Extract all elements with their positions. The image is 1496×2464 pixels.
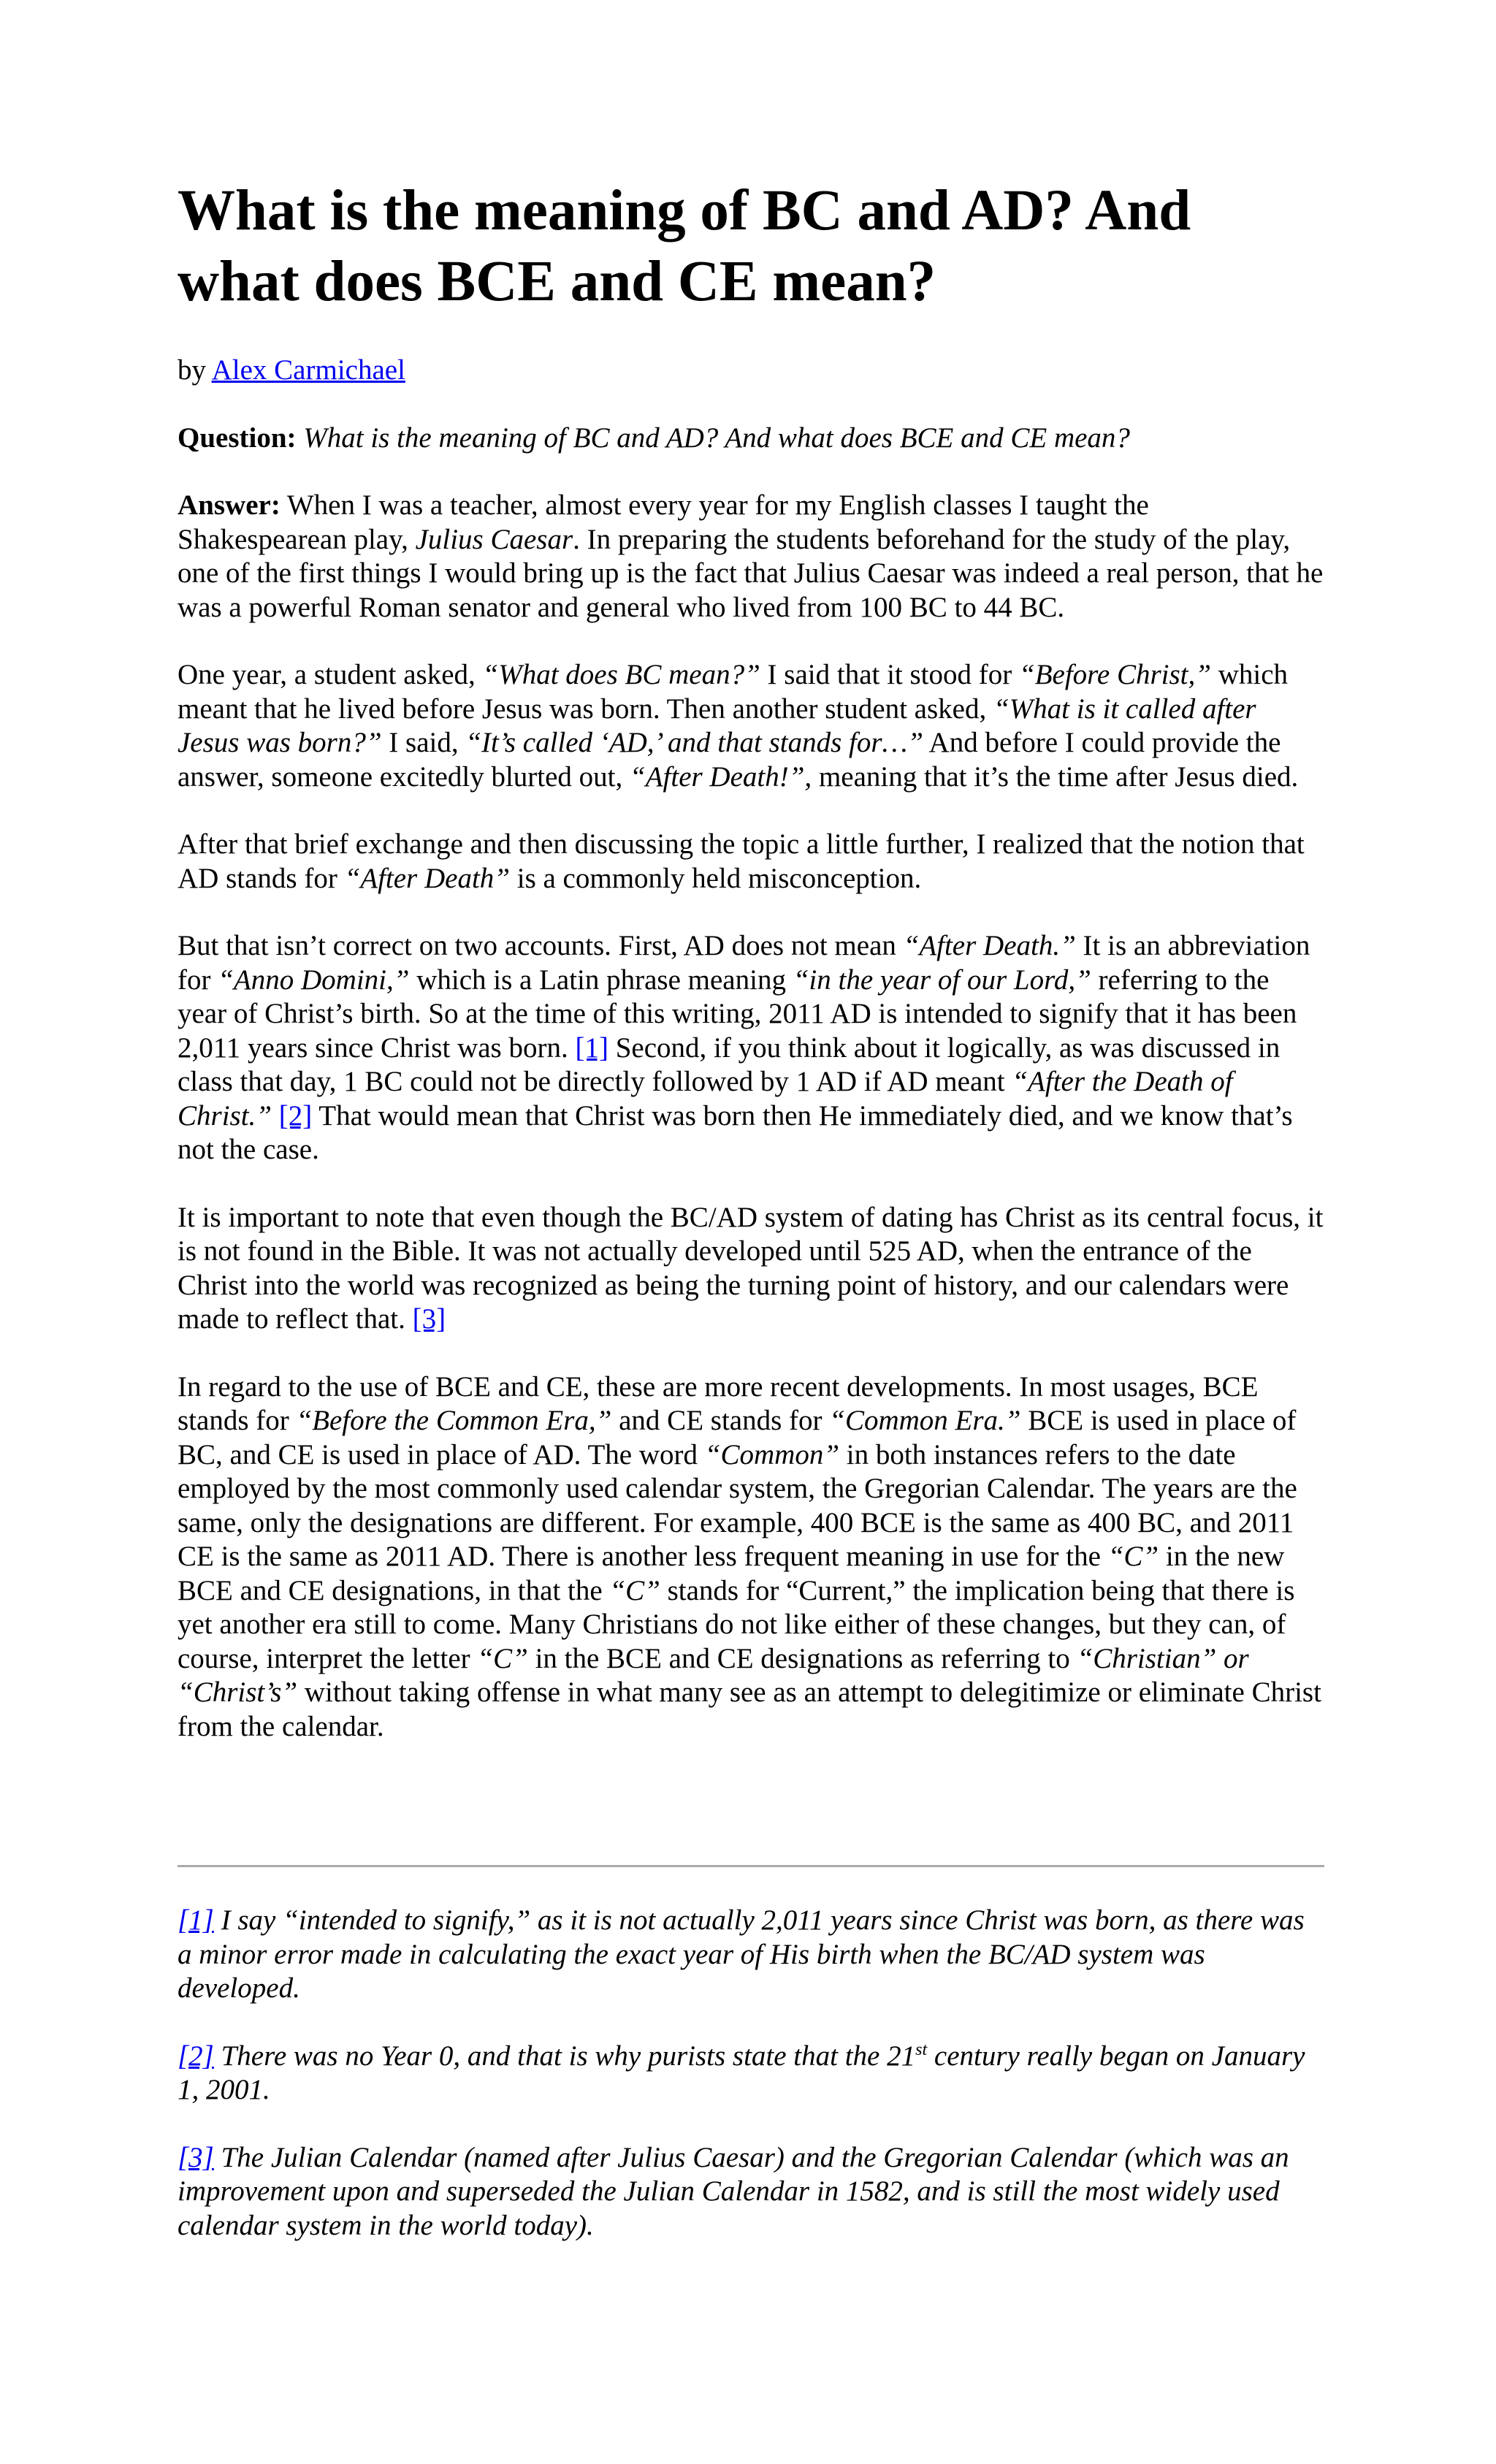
text: I said,: [381, 727, 466, 758]
quote: “Common”: [704, 1438, 840, 1471]
quote: “Christian” or “Christ’s”: [178, 1642, 1249, 1708]
quote: “C”: [1107, 1541, 1159, 1572]
answer-label: Answer:: [178, 489, 280, 521]
quote: “in the year of our Lord,”: [793, 964, 1091, 996]
article: [178, 175, 1324, 2276]
paragraph-4: [178, 929, 1324, 1167]
page-title: What is the meaning of BC and AD? And what does BCE and CE mean?: [178, 179, 1191, 313]
byline-prefix: by: [178, 354, 212, 386]
author-link[interactable]: Alex Carmichael: [211, 354, 405, 386]
quote: “After Death!”,: [630, 760, 812, 793]
text: stands for “Current,” the implication being that there is yet another era still to come. Many Christians do not like either of these changes, but they can, of course, interpret the letter: [178, 1574, 1295, 1674]
text: When I was a teacher, almost every year for my English classes I taught the Shakespearean play,: [178, 489, 1149, 555]
answer-paragraph: [178, 489, 1324, 625]
question-label: Question:: [178, 422, 297, 454]
footnote-link-3[interactable]: [3]: [412, 1303, 446, 1335]
text: It is important to note that even though the BC/AD system of dating has Christ as its central focus, it is not found in the Bible. It was not actually developed until 525 AD, when the entrance of the Christ into the world was recognized as being the turning point of history, and our calendars were made to reflect that.: [178, 1201, 1324, 1335]
text: in the new BCE and CE designations, in that the: [178, 1541, 1285, 1606]
footnote-text: I say “intended to signify,” as it is not actually 2,011 years since Christ was born, as there was a minor error made in calculating the exact year of His birth when the BC/AD system was developed.: [178, 1904, 1305, 2004]
footnote-divider: [178, 1865, 1324, 1867]
text: In regard to the use of BCE and CE, these are more recent developments. In most usages, BCE stands for: [178, 1370, 1259, 1436]
footnote-text: There was no Year 0, and that is why purists state that the 21: [213, 2040, 916, 2072]
quote: “After Death”: [344, 862, 510, 894]
question-paragraph: [178, 422, 1324, 456]
paragraph-5: [178, 1201, 1324, 1337]
text: which is a Latin phrase meaning: [409, 964, 793, 996]
question-text: What is the meaning of BC and AD? And what does BCE and CE mean?: [303, 422, 1130, 454]
text: I said that it stood for: [760, 659, 1019, 690]
footnote-ref-2[interactable]: [2]: [178, 2040, 214, 2072]
text: Second, if you think about it logically, as was discussed in class that day, 1 BC could not be directly followed by 1 AD if AD meant: [178, 1031, 1281, 1097]
ordinal-superscript: st: [915, 2040, 928, 2059]
text: BCE is used in place of BC, and CE is used in place of AD. The word: [178, 1405, 1297, 1471]
paragraph-3: [178, 828, 1324, 896]
text: in both instances refers to the date employed by the most commonly used calendar system, the Gregorian Calendar. The years are the same, only the designations are different. For example, 400 BCE is the same as 400 BC, and 2011 CE is the same as 2011 AD. There is another less frequent meaning in use for the: [178, 1438, 1297, 1572]
quote: “C”: [609, 1574, 660, 1606]
quote: “It’s called ‘AD,’ and that stands for…”: [465, 727, 923, 758]
text: which meant that he lived before Jesus was born. Then another student asked,: [178, 659, 1288, 725]
byline: [178, 354, 1324, 388]
text: That would mean that Christ was born then He immediately died, and we know that’s not the case.: [178, 1099, 1293, 1165]
text: in the BCE and CE designations as referring to: [527, 1642, 1077, 1674]
text: and CE stands for: [611, 1405, 830, 1436]
text: is a commonly held misconception.: [509, 862, 922, 894]
play-title: Julius Caesar: [415, 523, 573, 555]
footnote-link-2[interactable]: [2]: [278, 1099, 313, 1132]
text: without taking offense in what many see as an attempt to delegitimize or eliminate Christ from the calendar.: [178, 1677, 1321, 1742]
quote: “Before Christ,”: [1019, 659, 1211, 690]
quote: “Anno Domini,”: [218, 964, 410, 996]
text: It is an abbreviation for: [178, 930, 1310, 996]
footnote-ref-3[interactable]: [3]: [178, 2141, 214, 2173]
text: [272, 1100, 279, 1132]
text: . In preparing the students beforehand for the study of the play, one of the first things I would bring up is the fact that Julius Caesar was indeed a real person, that he was a powerful Roman senator and general who lived from 100 BC to 44 BC.: [178, 523, 1324, 623]
paragraph-2: [178, 658, 1324, 794]
quote: “After the Death of Christ.”: [178, 1066, 1233, 1132]
text: And before I could provide the answer, someone excitedly blurted out,: [178, 727, 1281, 793]
text: referring to the year of Christ’s birth. So at the time of this writing, 2011 AD is intended to signify that it has been 2,011 years since Christ was born.: [178, 964, 1297, 1064]
quote: “What is it called after Jesus was born?”: [178, 693, 1256, 758]
footnote-text: The Julian Calendar (named after Julius Caesar) and the Gregorian Calendar (which was an improvement upon and superseded the Julian Calendar in 1582, and is still the most widely used calendar system in the world today).: [178, 2141, 1289, 2241]
text: But that isn’t correct on two accounts. First, AD does not mean: [178, 930, 904, 961]
text: meaning that it’s the time after Jesus died.: [812, 760, 1299, 793]
quote: “After Death.”: [903, 930, 1076, 961]
footnote-text: century really began on January 1, 2001.: [178, 2040, 1305, 2105]
footnote-3: [178, 2141, 1324, 2243]
footnote-link-1[interactable]: [1]: [575, 1031, 608, 1064]
footnotes: [178, 1904, 1324, 2243]
paragraph-6: [178, 1370, 1324, 1744]
footnote-1: [178, 1904, 1324, 2006]
quote: “Before the Common Era,”: [296, 1405, 612, 1436]
footnote-ref-1[interactable]: [1]: [178, 1904, 214, 1936]
text: One year, a student asked,: [178, 659, 483, 690]
footnote-2: [178, 2040, 1324, 2108]
quote: “C”: [477, 1642, 528, 1674]
quote: “What does BC mean?”: [482, 659, 760, 690]
quote: “Common Era.”: [829, 1405, 1021, 1436]
text: After that brief exchange and then discussing the topic a little further, I realized that the notion that AD stands for: [178, 828, 1305, 894]
